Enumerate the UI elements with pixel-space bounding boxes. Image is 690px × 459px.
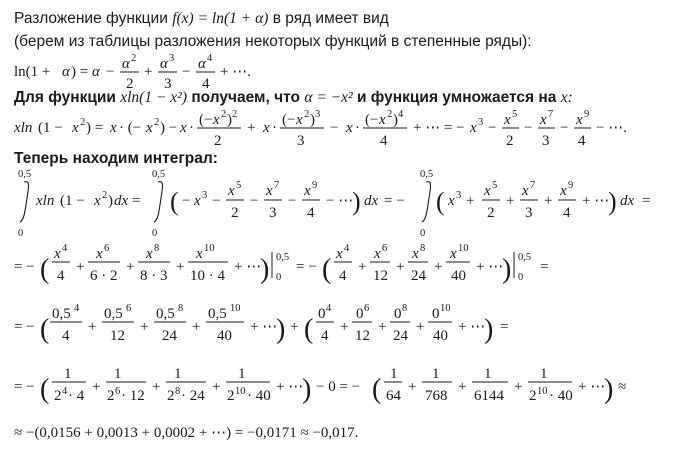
svg-text:4: 4	[344, 243, 350, 254]
svg-text:= −: = −	[14, 319, 35, 335]
svg-text:10: 10	[458, 243, 469, 254]
svg-text:+: +	[192, 319, 201, 335]
expansion-formula	[13, 109, 627, 149]
svg-text:(−: (−	[282, 112, 296, 128]
svg-text:= −: = −	[384, 193, 405, 209]
svg-text:768: 768	[425, 388, 448, 404]
svg-text:0: 0	[420, 228, 426, 239]
svg-text:9: 9	[568, 180, 574, 191]
svg-text:6144: 6144	[474, 388, 504, 404]
for-function-formula-c: x:	[560, 89, 573, 106]
svg-text:· 40: · 40	[549, 388, 573, 404]
integral-row-4	[14, 366, 626, 405]
svg-text:·: ·	[189, 120, 194, 136]
svg-text:x: x	[412, 246, 419, 262]
svg-text:6: 6	[364, 303, 370, 314]
svg-text:−: −	[212, 193, 221, 209]
svg-text:−: −	[288, 193, 297, 209]
svg-text:+: +	[176, 259, 185, 275]
svg-text:0: 0	[18, 228, 24, 239]
svg-text:3: 3	[297, 133, 305, 149]
svg-text:10: 10	[204, 243, 215, 254]
svg-text:2: 2	[221, 109, 227, 120]
svg-text:+: +	[358, 259, 367, 275]
svg-text:(: (	[304, 314, 314, 345]
svg-text:3: 3	[456, 190, 462, 201]
svg-text:x: x	[94, 193, 101, 209]
svg-text:+ ⋯: + ⋯	[234, 259, 262, 275]
svg-text:3: 3	[478, 117, 484, 128]
svg-text:): )	[352, 187, 361, 216]
svg-text:x: x	[470, 120, 477, 136]
svg-text:−: −	[182, 64, 191, 80]
svg-text:x: x	[194, 193, 201, 209]
svg-text:(−: (−	[365, 112, 379, 128]
svg-text:0: 0	[394, 306, 402, 322]
svg-text:α: α	[62, 64, 70, 80]
svg-text:7: 7	[274, 180, 280, 191]
svg-text:− 0 = −: − 0 = −	[316, 379, 361, 395]
svg-text:0: 0	[432, 306, 440, 322]
svg-text:4: 4	[307, 205, 315, 221]
svg-text:3: 3	[542, 133, 550, 149]
svg-text:0,5: 0,5	[156, 306, 175, 322]
svg-text:x: x	[180, 120, 187, 136]
svg-text:−: −	[250, 193, 259, 209]
svg-text:−: −	[182, 193, 191, 209]
svg-text:+: +	[466, 193, 475, 209]
svg-text:· 24: · 24	[181, 388, 205, 404]
svg-text:1: 1	[484, 366, 492, 382]
svg-text:−: −	[560, 120, 569, 136]
svg-text:2: 2	[167, 388, 175, 404]
svg-text:24: 24	[411, 268, 426, 284]
svg-text:0: 0	[318, 306, 326, 322]
svg-text:−: −	[106, 64, 115, 80]
svg-text:2: 2	[487, 205, 495, 221]
svg-text:+: +	[92, 379, 101, 395]
svg-text:+: +	[247, 120, 256, 136]
svg-text:8: 8	[178, 303, 184, 314]
svg-text:4: 4	[207, 53, 213, 64]
svg-text:4: 4	[578, 133, 586, 149]
svg-text:x: x	[146, 246, 153, 262]
svg-text:64: 64	[386, 388, 401, 404]
svg-text:x: x	[374, 246, 381, 262]
svg-text:0,5: 0,5	[52, 306, 71, 322]
svg-text:+: +	[76, 259, 85, 275]
svg-text:· 40: · 40	[247, 388, 271, 404]
svg-text:0: 0	[518, 272, 524, 283]
svg-text:x: x	[450, 246, 457, 262]
svg-text:=: =	[132, 193, 141, 209]
svg-text:4: 4	[339, 268, 347, 284]
svg-text:=: =	[642, 193, 651, 209]
svg-text:+: +	[544, 193, 553, 209]
svg-text:7: 7	[548, 109, 554, 120]
svg-text:= −: = −	[296, 259, 317, 275]
integral-row-3	[14, 303, 508, 345]
svg-text:= −: = −	[14, 259, 35, 275]
svg-text:0,5: 0,5	[152, 169, 166, 180]
svg-text:α: α	[198, 56, 206, 72]
svg-text:10: 10	[440, 303, 451, 314]
svg-text:0,5: 0,5	[276, 252, 290, 263]
svg-text:x: x	[379, 112, 386, 128]
svg-text:6: 6	[126, 303, 132, 314]
svg-text:6: 6	[104, 243, 110, 254]
function-formula: f(x) = ln(1 + α)	[172, 10, 269, 27]
svg-text:+ ⋯: + ⋯	[250, 319, 278, 335]
svg-text:): )	[393, 112, 398, 128]
svg-text:): )	[260, 254, 270, 285]
svg-text:+: +	[416, 319, 425, 335]
svg-text:x: x	[96, 246, 103, 262]
svg-text:+: +	[126, 259, 135, 275]
svg-text:xln: xln	[36, 193, 55, 209]
svg-text:− ⋯.: − ⋯.	[596, 120, 627, 136]
svg-text:9: 9	[312, 180, 318, 191]
svg-text:xln: xln	[14, 120, 33, 136]
svg-text:1: 1	[174, 366, 182, 382]
integral-row-1	[18, 169, 650, 239]
svg-text:+: +	[212, 379, 221, 395]
for-function-text-a: Для функции	[14, 89, 116, 106]
svg-text:2: 2	[387, 109, 393, 120]
svg-text:+: +	[396, 259, 405, 275]
svg-text:): )	[310, 112, 315, 128]
svg-text:5: 5	[236, 180, 242, 191]
svg-text:x: x	[504, 112, 511, 128]
svg-text:=: =	[500, 319, 509, 335]
svg-text:4: 4	[380, 133, 388, 149]
svg-text:· (−: · (−	[119, 120, 142, 136]
svg-text:2: 2	[304, 109, 310, 120]
intro-text: Разложение функции	[14, 10, 168, 27]
svg-text:1: 1	[432, 366, 440, 382]
svg-text:3: 3	[315, 109, 321, 120]
svg-text:8: 8	[402, 303, 408, 314]
svg-text:α: α	[122, 56, 130, 72]
svg-text:x: x	[263, 120, 270, 136]
svg-text:≈ −(0,0156 + 0,0013 + 0,0002 +: ≈ −(0,0156 + 0,0013 + 0,0002 + ⋯) = −0,0171 ≈ −0,017.	[14, 425, 359, 441]
intro-tail: в ряд имеет вид	[272, 10, 389, 27]
svg-text:(: (	[322, 254, 332, 285]
svg-text:0,5: 0,5	[420, 169, 434, 180]
for-function-formula-a: xln(1 − x²)	[120, 89, 187, 106]
svg-text:4: 4	[202, 76, 210, 92]
svg-text:10 · 4: 10 · 4	[190, 268, 225, 284]
svg-text:x: x	[110, 120, 117, 136]
svg-text:(: (	[40, 314, 50, 345]
svg-text:4: 4	[398, 109, 404, 120]
svg-text:2: 2	[214, 133, 222, 149]
svg-text:x: x	[266, 183, 273, 199]
svg-text:2: 2	[232, 109, 238, 120]
svg-text:x: x	[54, 246, 61, 262]
svg-text:2: 2	[102, 190, 108, 201]
svg-text:): )	[302, 374, 312, 405]
integral-row-5	[14, 425, 358, 441]
svg-text:x: x	[72, 120, 79, 136]
svg-text:+: +	[140, 319, 149, 335]
svg-text:≈: ≈	[618, 379, 627, 395]
svg-text:) =: ) =	[86, 120, 104, 136]
svg-text:α: α	[92, 64, 100, 80]
svg-text:0: 0	[152, 228, 158, 239]
svg-text:): )	[227, 112, 232, 128]
svg-text:0: 0	[356, 306, 364, 322]
svg-text:9: 9	[584, 109, 590, 120]
svg-text:): )	[604, 374, 614, 405]
svg-text:−: −	[488, 120, 497, 136]
svg-text:+: +	[290, 319, 299, 335]
svg-text:0,5: 0,5	[518, 252, 532, 263]
svg-text:8: 8	[420, 243, 426, 254]
svg-text:6: 6	[382, 243, 388, 254]
svg-text:+: +	[434, 259, 443, 275]
svg-text:dx: dx	[620, 193, 635, 209]
svg-text:+: +	[144, 64, 153, 80]
svg-text:+: +	[340, 319, 349, 335]
for-function-formula-b: α = −x²	[304, 89, 353, 106]
svg-text:) =: ) =	[71, 64, 89, 80]
svg-text:+: +	[506, 193, 515, 209]
svg-text:8: 8	[175, 386, 181, 397]
svg-text:10: 10	[230, 303, 241, 314]
svg-text:x: x	[576, 112, 583, 128]
svg-text:(: (	[170, 187, 179, 216]
svg-text:x: x	[296, 112, 303, 128]
svg-text:12: 12	[355, 328, 370, 344]
svg-text:0,5: 0,5	[208, 306, 227, 322]
for-function-text-c: и функция умножается на	[356, 89, 557, 106]
svg-text:x: x	[213, 112, 220, 128]
svg-text:x: x	[146, 120, 153, 136]
svg-text:x: x	[304, 183, 311, 199]
svg-text:(: (	[436, 187, 445, 216]
svg-text:= −: = −	[14, 379, 35, 395]
svg-text:12: 12	[110, 328, 125, 344]
svg-text:40: 40	[217, 328, 232, 344]
svg-text:24: 24	[162, 328, 177, 344]
svg-text:2: 2	[131, 53, 137, 64]
svg-text:−: −	[330, 120, 339, 136]
svg-text:4: 4	[74, 303, 80, 314]
svg-text:2: 2	[231, 205, 239, 221]
svg-text:0,5: 0,5	[104, 306, 123, 322]
svg-text:1: 1	[540, 366, 548, 382]
svg-text:(1 −: (1 −	[38, 120, 63, 136]
svg-text:7: 7	[530, 180, 536, 191]
svg-text:6 · 2: 6 · 2	[90, 268, 118, 284]
svg-text:−: −	[524, 120, 533, 136]
svg-text:1: 1	[238, 366, 246, 382]
integral-heading: Теперь находим интеграл:	[14, 150, 218, 167]
svg-text:3: 3	[169, 53, 175, 64]
svg-text:x: x	[336, 246, 343, 262]
integral-row-2	[14, 243, 548, 285]
svg-text:12: 12	[373, 268, 388, 284]
for-function-text-b: получаем, что	[191, 89, 300, 106]
svg-text:2: 2	[107, 388, 115, 404]
svg-text:x: x	[228, 183, 235, 199]
svg-text:3: 3	[269, 205, 277, 221]
svg-text:(: (	[372, 374, 382, 405]
svg-text:4: 4	[62, 386, 68, 397]
svg-text:+: +	[88, 319, 97, 335]
svg-text:4: 4	[321, 328, 329, 344]
svg-text:5: 5	[512, 109, 518, 120]
svg-text:x: x	[560, 183, 567, 199]
svg-text:x: x	[346, 120, 353, 136]
svg-text:1: 1	[390, 366, 398, 382]
svg-text:4: 4	[326, 303, 332, 314]
svg-text:+ ⋯: + ⋯	[476, 259, 504, 275]
svg-text:4: 4	[57, 268, 65, 284]
svg-text:(: (	[40, 254, 50, 285]
svg-text:dx: dx	[364, 193, 379, 209]
svg-text:+ ⋯: + ⋯	[578, 379, 606, 395]
svg-text:3: 3	[164, 76, 172, 92]
svg-text:dx: dx	[114, 193, 129, 209]
svg-text:2: 2	[529, 388, 537, 404]
svg-text:α: α	[160, 56, 168, 72]
svg-text:ln(1 +: ln(1 +	[14, 64, 51, 80]
svg-text:2: 2	[54, 388, 62, 404]
svg-text:x: x	[484, 183, 491, 199]
svg-text:40: 40	[451, 268, 466, 284]
svg-text:): )	[276, 314, 286, 345]
svg-text:24: 24	[393, 328, 408, 344]
svg-text:·: ·	[355, 120, 360, 136]
svg-text:1: 1	[64, 366, 72, 382]
svg-text:(−: (−	[199, 112, 213, 128]
svg-text:2: 2	[80, 117, 86, 128]
svg-text:6: 6	[115, 386, 121, 397]
svg-text:+ ⋯ = −: + ⋯ = −	[413, 120, 465, 136]
svg-text:): )	[108, 193, 113, 209]
svg-text:2: 2	[126, 76, 134, 92]
svg-text:=: =	[540, 259, 549, 275]
svg-text:): )	[484, 314, 494, 345]
svg-text:x: x	[448, 193, 455, 209]
svg-text:): )	[608, 187, 617, 216]
svg-text:3: 3	[525, 205, 533, 221]
svg-text:5: 5	[492, 180, 498, 191]
svg-text:10: 10	[537, 386, 548, 397]
svg-text:·: ·	[272, 120, 277, 136]
svg-text:0,5: 0,5	[18, 169, 32, 180]
svg-text:) −: ) −	[160, 120, 178, 136]
svg-text:): )	[502, 254, 512, 285]
svg-text:4: 4	[62, 243, 68, 254]
svg-text:(1 −: (1 −	[60, 193, 85, 209]
svg-text:+ ⋯: + ⋯	[582, 193, 610, 209]
svg-text:8 · 3: 8 · 3	[140, 268, 168, 284]
svg-text:− ⋯: − ⋯	[326, 193, 354, 209]
ln-series-formula	[14, 53, 251, 92]
intro-line-2: (берем из таблицы разложения некоторых функций в степенные ряды):	[14, 33, 532, 50]
svg-text:8: 8	[154, 243, 160, 254]
svg-text:x: x	[522, 183, 529, 199]
svg-text:40: 40	[433, 328, 448, 344]
svg-text:1: 1	[114, 366, 122, 382]
svg-text:0: 0	[276, 272, 282, 283]
svg-text:+: +	[408, 379, 417, 395]
svg-text:4: 4	[563, 205, 571, 221]
svg-text:+ ⋯.: + ⋯.	[220, 64, 251, 80]
svg-text:2: 2	[227, 388, 235, 404]
svg-text:x: x	[540, 112, 547, 128]
svg-text:2: 2	[154, 117, 160, 128]
svg-text:+: +	[514, 379, 523, 395]
svg-text:2: 2	[506, 133, 514, 149]
svg-text:+ ⋯: + ⋯	[276, 379, 304, 395]
svg-text:· 4: · 4	[68, 388, 85, 404]
svg-text:10: 10	[235, 386, 246, 397]
svg-text:+: +	[152, 379, 161, 395]
svg-text:3: 3	[202, 190, 208, 201]
svg-text:(: (	[40, 374, 50, 405]
svg-text:x: x	[196, 246, 203, 262]
svg-text:4: 4	[62, 328, 70, 344]
svg-text:+ ⋯: + ⋯	[458, 319, 486, 335]
svg-text:+: +	[378, 319, 387, 335]
svg-text:+: +	[458, 379, 467, 395]
svg-text:· 12: · 12	[121, 388, 145, 404]
